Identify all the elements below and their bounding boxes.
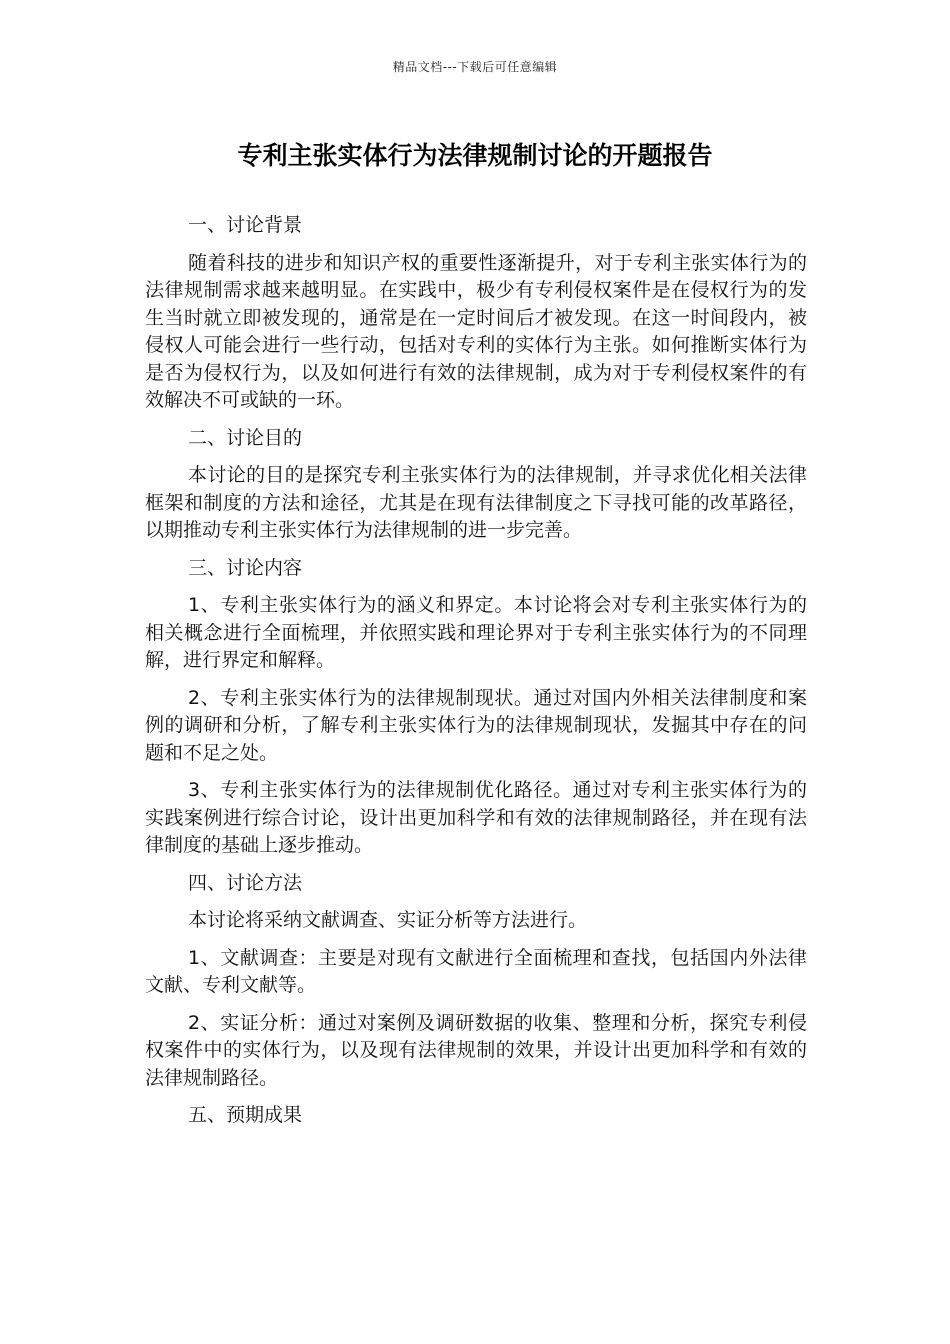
document-body <box>145 212 807 1140</box>
section-heading-content: 三、讨论内容 <box>188 556 303 579</box>
paragraph-background: 随着科技的进步和知识产权的重要性逐渐提升，对于专利主张实体行为的法律规制需求越来越明显。在实践中，极少有专利侵权案件是在侵权行为的发生当时就立即被发现的，通常是在一定时间后才被发现。在这一时间段内，被侵权人可能会进行一些行动，包括对专利的实体行为主张。如何推断实体行为是否为侵权行为，以及如何进行有效的法律规制，成为对于专利侵权案件的有效解决不可或缺的一环。 <box>145 251 807 411</box>
paragraph-purpose: 本讨论的目的是探究专利主张实体行为的法律规制，并寻求优化相关法律框架和制度的方法和途径，尤其是在现有法律制度之下寻找可能的改革路径，以期推动专利主张实体行为法律规制的进一步完善。 <box>145 464 807 541</box>
document-title: 专利主张实体行为法律规制讨论的开题报告 <box>237 141 713 170</box>
section-heading-purpose: 二、讨论目的 <box>188 426 303 449</box>
paragraph-method-item-1: 1、文献调查：主要是对现有文献进行全面梳理和查找，包括国内外法律文献、专利文献等。 <box>145 946 807 996</box>
header-note: 精品文档---下载后可任意编辑 <box>392 60 558 74</box>
section-heading-method: 四、讨论方法 <box>188 871 303 894</box>
paragraph-content-item-3: 3、专利主张实体行为的法律规制优化路径。通过对专利主张实体行为的实践案例进行综合讨论，设计出更加科学和有效的法律规制路径，并在现有法律制度的基础上逐步推动。 <box>145 779 807 856</box>
section-heading-background: 一、讨论背景 <box>188 214 303 236</box>
paragraph-method-item-2: 2、实证分析：通过对案例及调研数据的收集、整理和分析，探究专利侵权案件中的实体行为，以及现有法律规制的效果，并设计出更加科学和有效的法律规制路径。 <box>145 1011 807 1089</box>
section-heading-expected-results: 五、预期成果 <box>188 1104 303 1126</box>
paragraph-content-item-2: 2、专利主张实体行为的法律规制现状。通过对国内外相关法律制度和案例的调研和分析，了解专利主张实体行为的法律规制现状，发掘其中存在的问题和不足之处。 <box>145 686 807 764</box>
paragraph-method-intro: 本讨论将采纳文献调查、实证分析等方法进行。 <box>188 909 588 931</box>
paragraph-content-item-1: 1、专利主张实体行为的涵义和界定。本讨论将会对专利主张实体行为的相关概念进行全面梳理，并依照实践和理论界对于专利主张实体行为的不同理解，进行界定和解释。 <box>145 594 807 671</box>
